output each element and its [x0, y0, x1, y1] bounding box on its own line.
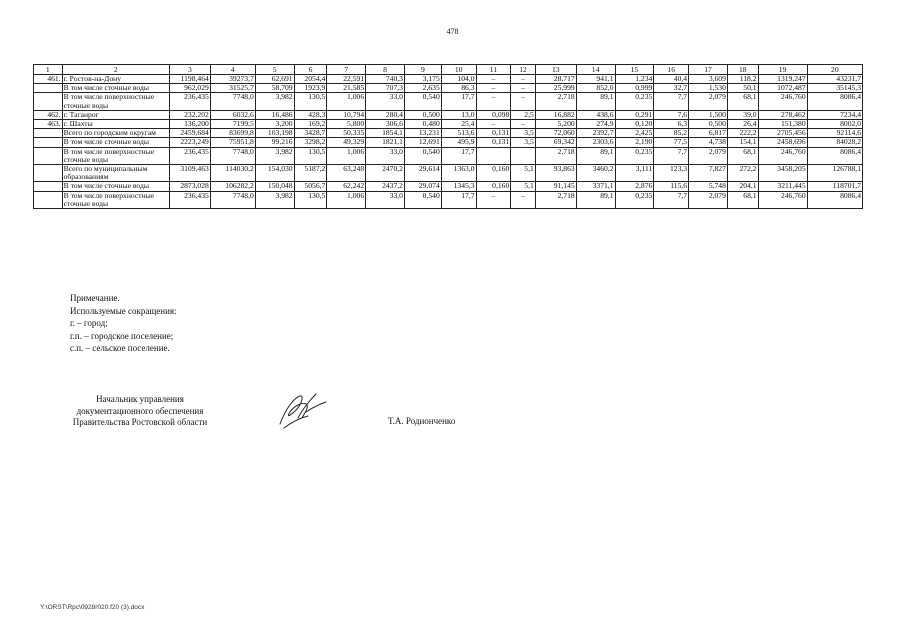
- value-cell: 962,029: [169, 84, 210, 93]
- value-cell: 5,200: [535, 120, 576, 129]
- notes-title: Примечание.: [70, 293, 120, 303]
- value-cell: 2,876: [615, 182, 654, 191]
- row-number-cell: [34, 138, 63, 147]
- value-cell: 7748,0: [210, 147, 255, 164]
- value-cell: 3460,2: [576, 165, 615, 182]
- page-number: 478: [446, 27, 459, 36]
- value-cell: 2437,2: [366, 182, 405, 191]
- value-cell: 123,3: [654, 165, 689, 182]
- value-cell: 16,486: [255, 110, 294, 119]
- column-header: 8: [366, 65, 405, 75]
- value-cell: 3,982: [255, 191, 294, 208]
- value-cell: 10,794: [327, 110, 366, 119]
- value-cell: 5,748: [689, 182, 728, 191]
- value-cell: 0,540: [404, 191, 441, 208]
- value-cell: 2,079: [689, 191, 728, 208]
- value-cell: 25,4: [441, 120, 476, 129]
- row-number-cell: [34, 182, 63, 191]
- value-cell: 104,0: [441, 75, 476, 84]
- table-row: [34, 138, 863, 147]
- value-cell: 7,7: [654, 147, 689, 164]
- value-cell: 49,329: [327, 138, 366, 147]
- value-cell: 3371,1: [576, 182, 615, 191]
- value-cell: 204,1: [727, 182, 758, 191]
- value-cell: 85,2: [654, 129, 689, 138]
- value-cell: 154,030: [255, 165, 294, 182]
- value-cell: 3211,445: [758, 182, 807, 191]
- value-cell: –: [511, 191, 536, 208]
- value-cell: 428,3: [294, 110, 327, 119]
- value-cell: 22,591: [327, 75, 366, 84]
- value-cell: 151,380: [758, 120, 807, 129]
- signer-title-line: Правительства Ростовской области: [72, 417, 208, 427]
- value-cell: 0,540: [404, 147, 441, 164]
- value-cell: 1072,487: [758, 84, 807, 93]
- column-header: 4: [210, 65, 255, 75]
- value-cell: 89,1: [576, 147, 615, 164]
- value-cell: –: [476, 120, 511, 129]
- value-cell: 39273,7: [210, 75, 255, 84]
- table-body: [34, 65, 863, 209]
- row-number-cell: [34, 93, 63, 110]
- value-cell: 4,738: [689, 138, 728, 147]
- value-cell: 0,540: [404, 93, 441, 110]
- value-cell: 7,7: [654, 191, 689, 208]
- value-cell: 2,5: [511, 110, 536, 119]
- value-cell: 7,6: [654, 110, 689, 119]
- value-cell: 1198,464: [169, 75, 210, 84]
- value-cell: 29,074: [404, 182, 441, 191]
- value-cell: 222,2: [727, 129, 758, 138]
- value-cell: 232,202: [169, 110, 210, 119]
- row-number-cell: [34, 191, 63, 208]
- value-cell: 13,231: [404, 129, 441, 138]
- value-cell: 7748,0: [210, 93, 255, 110]
- value-cell: 0,291: [615, 110, 654, 119]
- value-cell: 115,6: [654, 182, 689, 191]
- value-cell: 25,999: [535, 84, 576, 93]
- column-header: 3: [169, 65, 210, 75]
- value-cell: 1,530: [689, 84, 728, 93]
- value-cell: –: [511, 93, 536, 110]
- value-cell: 236,435: [169, 191, 210, 208]
- value-cell: 2,079: [689, 93, 728, 110]
- value-cell: 31525,7: [210, 84, 255, 93]
- value-cell: 2,718: [535, 147, 576, 164]
- value-cell: –: [511, 120, 536, 129]
- column-header: 14: [576, 65, 615, 75]
- column-header: 9: [404, 65, 441, 75]
- value-cell: 8086,4: [807, 147, 862, 164]
- value-cell: 0,131: [476, 129, 511, 138]
- row-number-cell: 463.: [34, 120, 63, 129]
- value-cell: 2223,249: [169, 138, 210, 147]
- value-cell: 1,006: [327, 147, 366, 164]
- column-header: 5: [255, 65, 294, 75]
- value-cell: 126788,1: [807, 165, 862, 182]
- value-cell: 77,5: [654, 138, 689, 147]
- value-cell: –: [476, 75, 511, 84]
- value-cell: 278,462: [758, 110, 807, 119]
- row-label-cell: В том числе поверхностные сточные воды: [62, 191, 169, 208]
- value-cell: 2303,6: [576, 138, 615, 147]
- value-cell: 89,1: [576, 191, 615, 208]
- notes-line: с.п. – сельское поселение.: [70, 343, 170, 353]
- value-cell: –: [476, 93, 511, 110]
- value-cell: 150,048: [255, 182, 294, 191]
- value-cell: 32,7: [654, 84, 689, 93]
- value-cell: 2,425: [615, 129, 654, 138]
- signer-name: Т.А. Родионченко: [388, 416, 456, 426]
- value-cell: 5187,2: [294, 165, 327, 182]
- value-cell: 68,1: [727, 93, 758, 110]
- value-cell: 68,1: [727, 147, 758, 164]
- handwritten-signature: [272, 388, 330, 432]
- value-cell: 236,435: [169, 147, 210, 164]
- value-cell: 1,006: [327, 191, 366, 208]
- value-cell: 495,9: [441, 138, 476, 147]
- column-header: 20: [807, 65, 862, 75]
- value-cell: 246,760: [758, 93, 807, 110]
- value-cell: 2459,684: [169, 129, 210, 138]
- value-cell: 306,6: [366, 120, 405, 129]
- footer-file-path: Y:\ORST\Rpc\0928r020.f20 (3).docx: [40, 604, 145, 611]
- value-cell: 8002,0: [807, 120, 862, 129]
- row-label-cell: г. Ростов-на-Дону: [62, 75, 169, 84]
- value-cell: 84028,2: [807, 138, 862, 147]
- value-cell: 1,234: [615, 75, 654, 84]
- value-cell: 246,760: [758, 191, 807, 208]
- column-header: 19: [758, 65, 807, 75]
- value-cell: 26,4: [727, 120, 758, 129]
- value-cell: 3,175: [404, 75, 441, 84]
- signer-title-line: Начальник управления: [96, 394, 184, 404]
- table-row: [34, 129, 863, 138]
- value-cell: 43231,7: [807, 75, 862, 84]
- value-cell: 272,2: [727, 165, 758, 182]
- column-header: 17: [689, 65, 728, 75]
- value-cell: 3428,7: [294, 129, 327, 138]
- value-cell: 50,335: [327, 129, 366, 138]
- value-cell: 1821,1: [366, 138, 405, 147]
- value-cell: 2054,4: [294, 75, 327, 84]
- value-cell: 29,614: [404, 165, 441, 182]
- column-header: 6: [294, 65, 327, 75]
- column-header: 11: [476, 65, 511, 75]
- value-cell: 39,0: [727, 110, 758, 119]
- table-row: [34, 182, 863, 191]
- value-cell: 130,5: [294, 147, 327, 164]
- value-cell: 91,145: [535, 182, 576, 191]
- table-row: [34, 147, 863, 164]
- value-cell: 99,216: [255, 138, 294, 147]
- value-cell: 513,6: [441, 129, 476, 138]
- value-cell: 7,7: [654, 93, 689, 110]
- row-label-cell: В том числе поверхностные сточные воды: [62, 93, 169, 110]
- value-cell: 5,800: [327, 120, 366, 129]
- value-cell: 5,1: [511, 165, 536, 182]
- value-cell: 941,1: [576, 75, 615, 84]
- value-cell: 6,817: [689, 129, 728, 138]
- value-cell: –: [511, 75, 536, 84]
- value-cell: 246,760: [758, 147, 807, 164]
- value-cell: 8086,4: [807, 191, 862, 208]
- row-label-cell: Всего по муниципальным образованиям: [62, 165, 169, 182]
- value-cell: 92114,6: [807, 129, 862, 138]
- value-cell: 0,098: [476, 110, 511, 119]
- signer-title-line: документационного обеспечения: [76, 405, 204, 416]
- table-row: [34, 93, 863, 110]
- value-cell: 1345,3: [441, 182, 476, 191]
- row-label-cell: В том числе сточные воды: [62, 182, 169, 191]
- value-cell: 89,1: [576, 93, 615, 110]
- table-row: [34, 110, 863, 119]
- value-cell: 3458,205: [758, 165, 807, 182]
- value-cell: 0,120: [615, 120, 654, 129]
- value-cell: 236,435: [169, 93, 210, 110]
- value-cell: 106282,2: [210, 182, 255, 191]
- value-cell: 0,235: [615, 147, 654, 164]
- value-cell: 0,999: [615, 84, 654, 93]
- notes-block: [70, 292, 177, 355]
- row-label-cell: г. Шахты: [62, 120, 169, 129]
- row-label-cell: Всего по городским округам: [62, 129, 169, 138]
- value-cell: 5,1: [511, 182, 536, 191]
- value-cell: 63,248: [327, 165, 366, 182]
- value-cell: [476, 147, 511, 164]
- value-cell: 33,0: [366, 93, 405, 110]
- value-cell: 33,0: [366, 147, 405, 164]
- value-cell: 118701,7: [807, 182, 862, 191]
- row-number-cell: [34, 165, 63, 182]
- value-cell: 118,2: [727, 75, 758, 84]
- notes-line: г.п. – городское поселение;: [70, 330, 174, 341]
- value-cell: 114030,2: [210, 165, 255, 182]
- value-cell: 6032,6: [210, 110, 255, 119]
- value-cell: 7748,0: [210, 191, 255, 208]
- value-cell: 0,131: [476, 138, 511, 147]
- value-cell: 3,982: [255, 93, 294, 110]
- value-cell: 7,827: [689, 165, 728, 182]
- value-cell: 68,1: [727, 191, 758, 208]
- row-number-cell: [34, 147, 63, 164]
- value-cell: 40,4: [654, 75, 689, 84]
- column-header: 13: [535, 65, 576, 75]
- value-cell: 2705,456: [758, 129, 807, 138]
- value-cell: 16,882: [535, 110, 576, 119]
- value-cell: 0,160: [476, 165, 511, 182]
- value-cell: 1363,0: [441, 165, 476, 182]
- value-cell: 3,5: [511, 138, 536, 147]
- value-cell: –: [476, 84, 511, 93]
- table-row: [34, 84, 863, 93]
- notes-line: Используемые сокращения:: [70, 305, 177, 316]
- value-cell: 3,200: [255, 120, 294, 129]
- value-cell: 0,160: [476, 182, 511, 191]
- table-header-row: [34, 65, 863, 75]
- value-cell: 6,3: [654, 120, 689, 129]
- value-cell: 17,7: [441, 147, 476, 164]
- value-cell: 103,198: [255, 129, 294, 138]
- value-cell: 0,500: [404, 110, 441, 119]
- value-cell: 21,585: [327, 84, 366, 93]
- value-cell: 0,480: [404, 120, 441, 129]
- column-header: 16: [654, 65, 689, 75]
- value-cell: 2470,2: [366, 165, 405, 182]
- value-cell: 0,235: [615, 93, 654, 110]
- value-cell: 28,717: [535, 75, 576, 84]
- value-cell: 62,691: [255, 75, 294, 84]
- table-row: [34, 120, 863, 129]
- value-cell: 72,060: [535, 129, 576, 138]
- table-row: [34, 165, 863, 182]
- value-cell: 50,1: [727, 84, 758, 93]
- value-cell: 2,190: [615, 138, 654, 147]
- value-cell: 130,5: [294, 191, 327, 208]
- value-cell: 438,6: [576, 110, 615, 119]
- column-header: 2: [62, 65, 169, 75]
- value-cell: 86,3: [441, 84, 476, 93]
- column-header: 15: [615, 65, 654, 75]
- value-cell: 169,2: [294, 120, 327, 129]
- value-cell: 136,200: [169, 120, 210, 129]
- value-cell: 17,7: [441, 93, 476, 110]
- value-cell: 8086,4: [807, 93, 862, 110]
- row-label-cell: В том числе сточные воды: [62, 138, 169, 147]
- notes-line: г. – город;: [70, 318, 108, 328]
- value-cell: 2,079: [689, 147, 728, 164]
- value-cell: 0,235: [615, 191, 654, 208]
- value-cell: 83699,8: [210, 129, 255, 138]
- value-cell: 1,500: [689, 110, 728, 119]
- value-cell: –: [511, 84, 536, 93]
- value-cell: 3,111: [615, 165, 654, 182]
- value-cell: 707,3: [366, 84, 405, 93]
- column-header: 12: [511, 65, 536, 75]
- value-cell: 1854,1: [366, 129, 405, 138]
- value-cell: 0,500: [689, 120, 728, 129]
- row-label-cell: г. Таганрог: [62, 110, 169, 119]
- value-cell: 3,982: [255, 147, 294, 164]
- value-cell: 62,242: [327, 182, 366, 191]
- row-number-cell: 462.: [34, 110, 63, 119]
- row-number-cell: [34, 129, 63, 138]
- signer-title: [40, 394, 240, 429]
- value-cell: 5056,7: [294, 182, 327, 191]
- value-cell: 1,006: [327, 93, 366, 110]
- value-cell: [511, 147, 536, 164]
- value-cell: 740,3: [366, 75, 405, 84]
- value-cell: 3109,463: [169, 165, 210, 182]
- value-cell: 69,342: [535, 138, 576, 147]
- column-header: 1: [34, 65, 63, 75]
- value-cell: 2,635: [404, 84, 441, 93]
- row-number-cell: [34, 84, 63, 93]
- row-label-cell: В том числе поверхностные сточные воды: [62, 147, 169, 164]
- value-cell: 2392,7: [576, 129, 615, 138]
- value-cell: 2,718: [535, 93, 576, 110]
- value-cell: 7234,4: [807, 110, 862, 119]
- data-table: [33, 64, 863, 209]
- value-cell: 75951,8: [210, 138, 255, 147]
- value-cell: 3298,2: [294, 138, 327, 147]
- value-cell: 35145,3: [807, 84, 862, 93]
- value-cell: 3,5: [511, 129, 536, 138]
- value-cell: 58,709: [255, 84, 294, 93]
- table-row: [34, 191, 863, 208]
- value-cell: 17,7: [441, 191, 476, 208]
- value-cell: 1319,247: [758, 75, 807, 84]
- value-cell: 274,9: [576, 120, 615, 129]
- table-row: [34, 75, 863, 84]
- value-cell: 93,863: [535, 165, 576, 182]
- value-cell: 852,0: [576, 84, 615, 93]
- value-cell: 7199,5: [210, 120, 255, 129]
- row-number-cell: 461.: [34, 75, 63, 84]
- value-cell: 130,5: [294, 93, 327, 110]
- value-cell: 2458,696: [758, 138, 807, 147]
- value-cell: 13,0: [441, 110, 476, 119]
- value-cell: 154,1: [727, 138, 758, 147]
- column-header: 18: [727, 65, 758, 75]
- value-cell: –: [476, 191, 511, 208]
- value-cell: 280,4: [366, 110, 405, 119]
- value-cell: 1923,9: [294, 84, 327, 93]
- column-header: 10: [441, 65, 476, 75]
- row-label-cell: В том числе сточные воды: [62, 84, 169, 93]
- value-cell: 2873,028: [169, 182, 210, 191]
- value-cell: 33,0: [366, 191, 405, 208]
- column-header: 7: [327, 65, 366, 75]
- value-cell: 12,691: [404, 138, 441, 147]
- value-cell: 3,609: [689, 75, 728, 84]
- value-cell: 2,718: [535, 191, 576, 208]
